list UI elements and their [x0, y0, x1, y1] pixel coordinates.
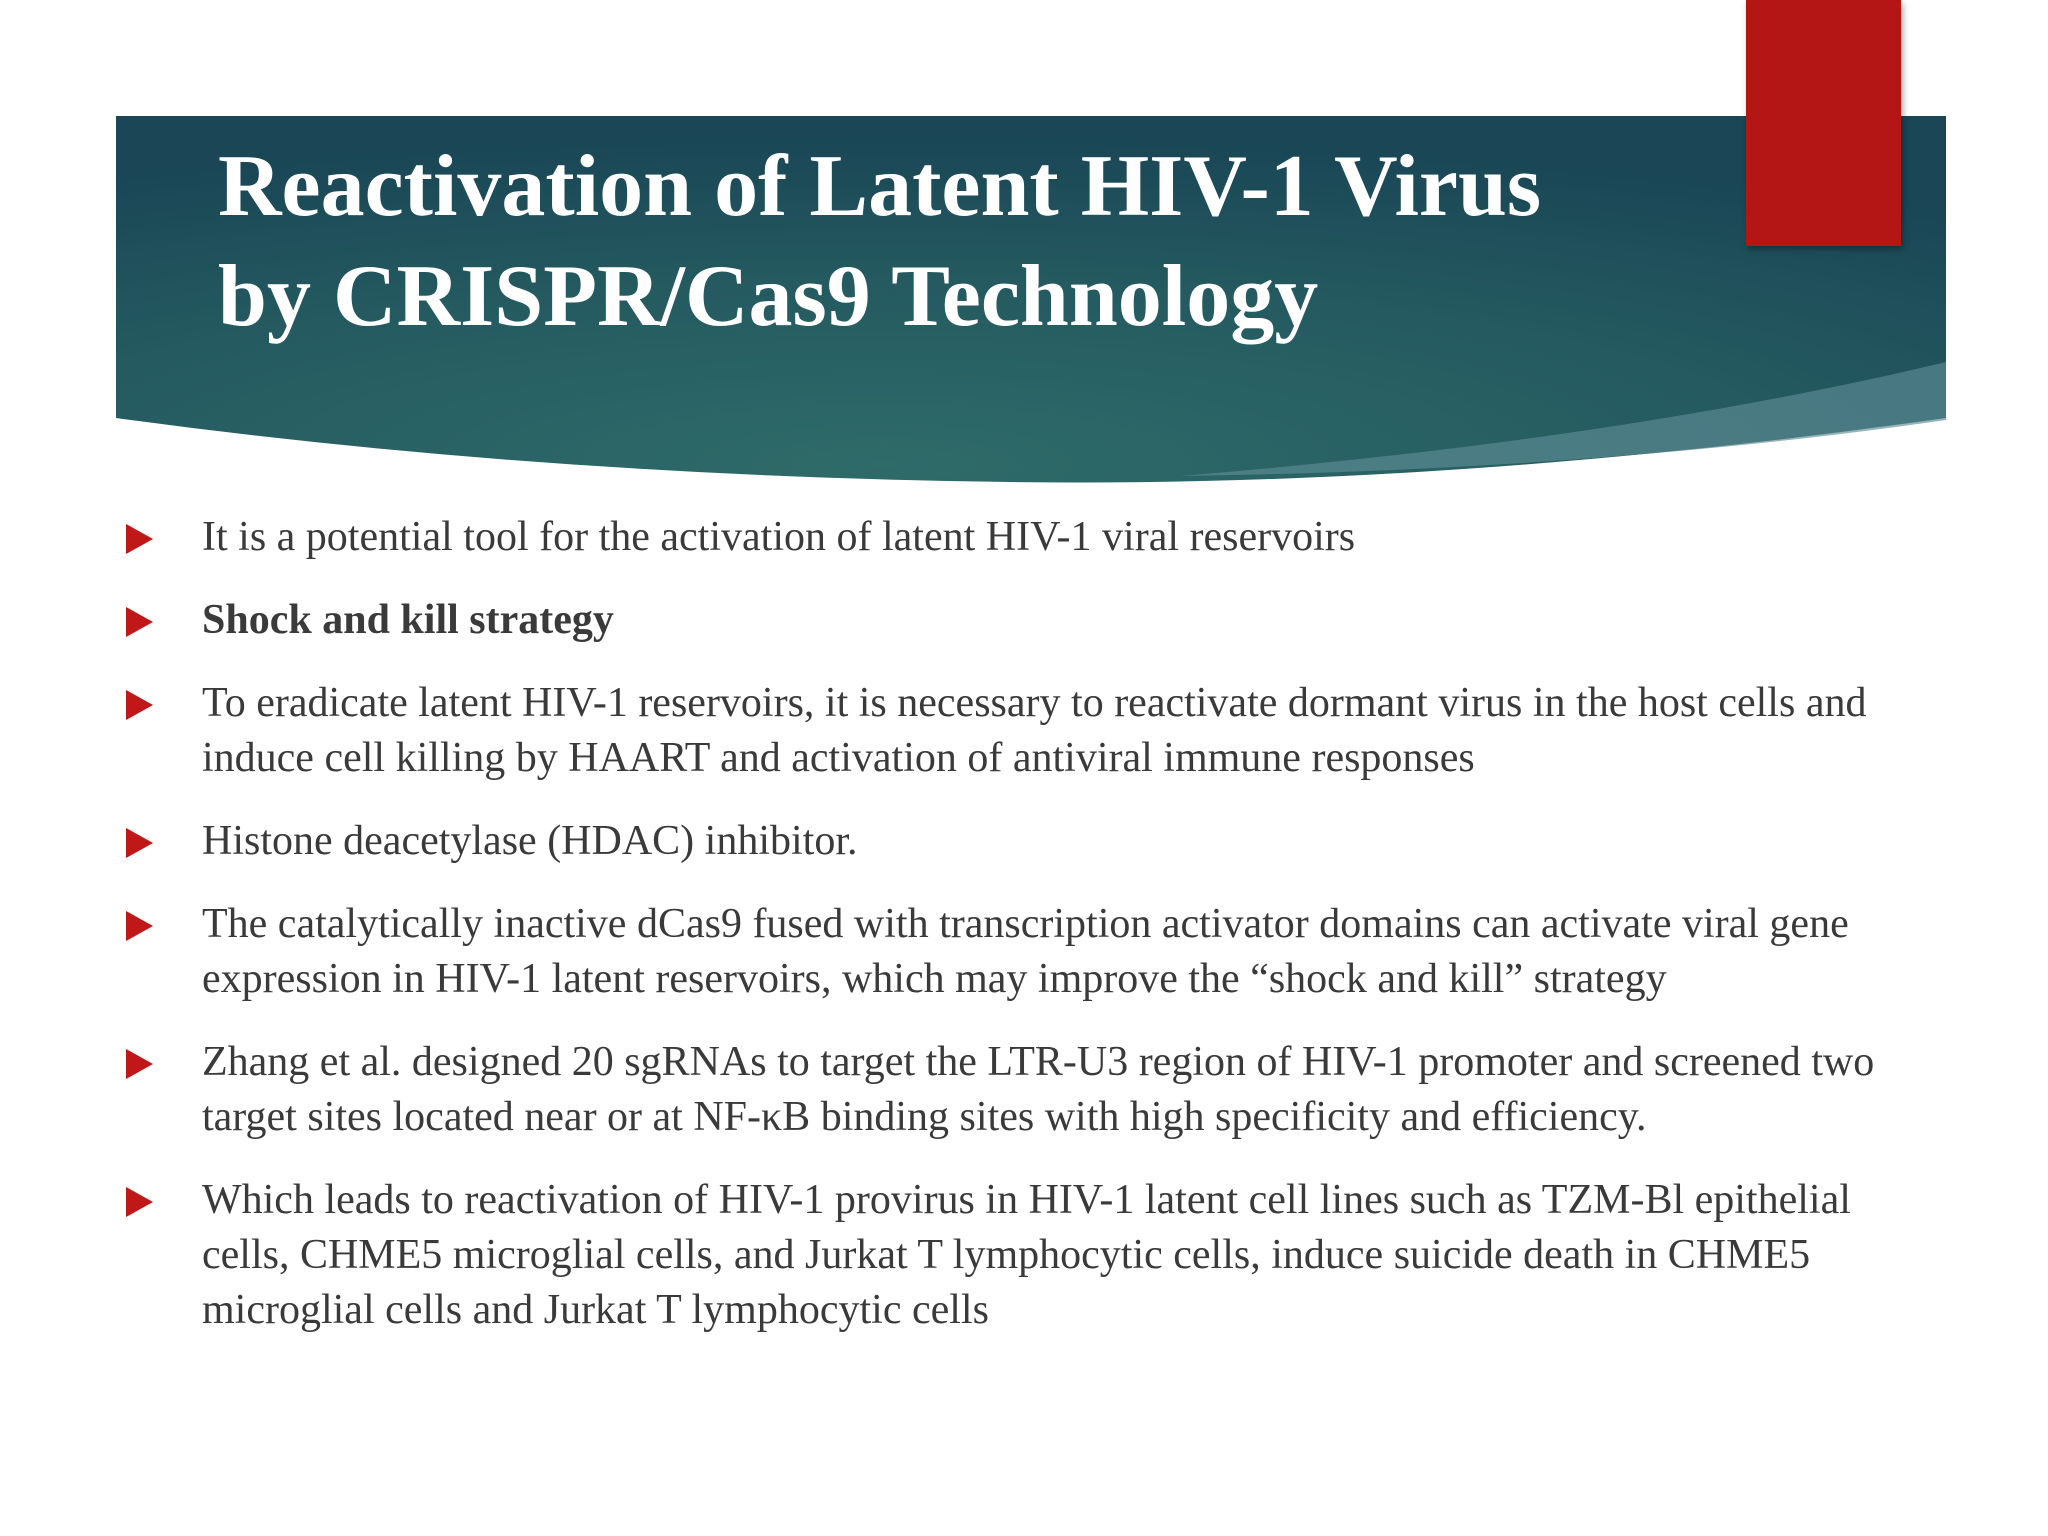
bullet-text: It is a potential tool for the activation of latent HIV-1 viral reservoirs [202, 514, 1356, 560]
red-accent-tab [1746, 0, 1901, 246]
bullet-text: To eradicate latent HIV-1 reservoirs, it is necessary to reactivate dormant virus in the host cells and induce cell killing by HAART and activation of antiviral immune responses [202, 680, 1867, 781]
bullet-text: Which leads to reactivation of HIV-1 provirus in HIV-1 latent cell lines such as TZM-Bl epithelial cells, CHME5 microglial cells, and Jurkat T lymphocytic cells, induce suicide death in CHME5 microglial cells and Jurkat T lymphocytic cells [202, 1177, 1851, 1333]
bullet-arrow-icon [126, 828, 153, 858]
bullet-arrow-icon [126, 524, 153, 554]
bullet-arrow-icon [126, 1049, 153, 1079]
bullet-list [0, 510, 2048, 1366]
slide-title-line-1: Reactivation of Latent HIV-1 Virus [218, 138, 1542, 235]
bullet-text: Zhang et al. designed 20 sgRNAs to target the LTR-U3 region of HIV-1 promoter and screened two target sites located near or at NF-κB binding sites with high specificity and efficiency. [202, 1039, 1875, 1140]
bullet-item [0, 1173, 2048, 1338]
bullet-item [0, 510, 2048, 565]
bullet-text: Shock and kill strategy [202, 597, 614, 643]
bullet-item [0, 676, 2048, 786]
slide-title-line-2: by CRISPR/Cas9 Technology [218, 248, 1319, 345]
bullet-item [0, 897, 2048, 1007]
bullet-arrow-icon [126, 911, 153, 941]
bullet-item [0, 1035, 2048, 1145]
bullet-text: The catalytically inactive dCas9 fused with transcription activator domains can activate viral gene expression in HIV-1 latent reservoirs, which may improve the “shock and kill” strategy [202, 901, 1849, 1002]
bullet-arrow-icon [126, 1187, 153, 1217]
slide-title [218, 132, 1638, 352]
bullet-arrow-icon [126, 607, 153, 637]
bullet-arrow-icon [126, 690, 153, 720]
bullet-item [0, 814, 2048, 869]
bullet-item [0, 593, 2048, 648]
bullet-text: Histone deacetylase (HDAC) inhibitor. [202, 818, 858, 864]
